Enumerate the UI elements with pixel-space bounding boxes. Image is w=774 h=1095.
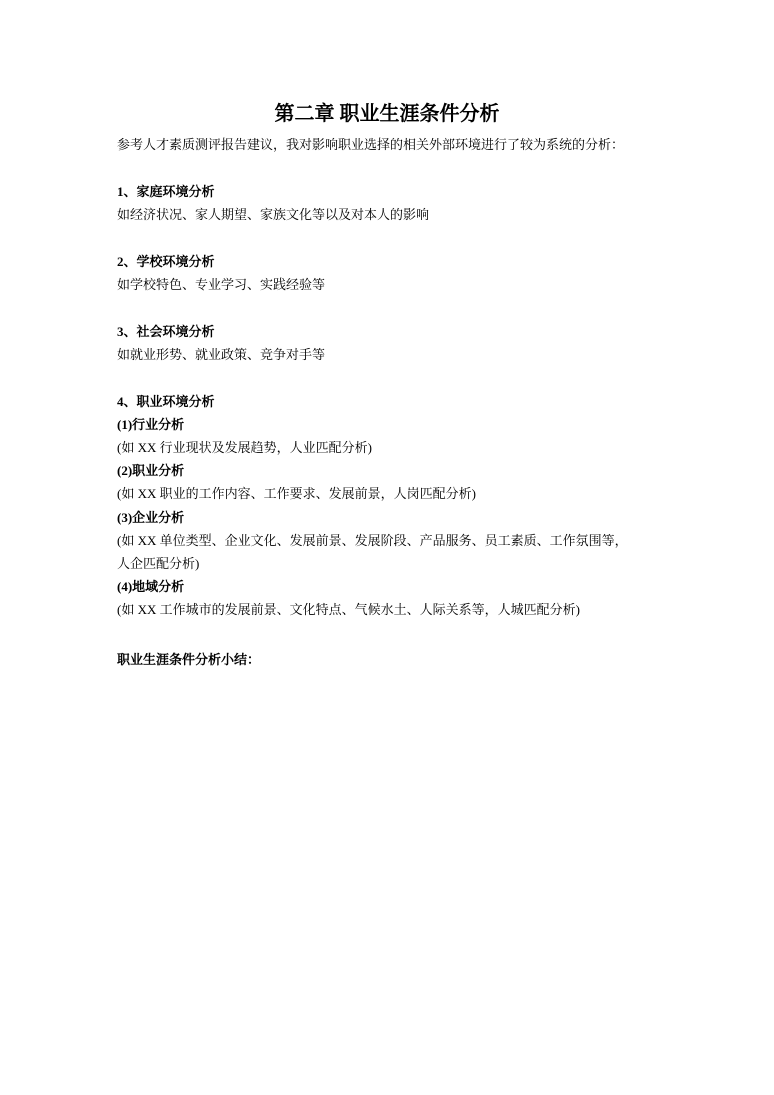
page-title: 第二章 职业生涯条件分析 xyxy=(274,103,500,125)
subsection-heading-enterprise: (3)企业分析 xyxy=(117,510,185,525)
summary-heading: 职业生涯条件分析小结： xyxy=(117,652,261,667)
section-body-school: 如学校特色、专业学习、实践经验等 xyxy=(117,277,326,292)
intro-text: 参考人才素质测评报告建议，我对影响职业选择的相关外部环境进行了较为系统的分析： xyxy=(117,137,625,152)
subsection-body-enterprise-line2: 人企匹配分析) xyxy=(117,556,200,571)
subsection-heading-occupation: (2)职业分析 xyxy=(117,463,185,478)
subsection-body-enterprise-line1: (如 XX 单位类型、企业文化、发展前景、发展阶段、产品服务、员工素质、工作氛围等， xyxy=(117,533,628,548)
section-heading-school: 2、学校环境分析 xyxy=(117,254,215,269)
subsection-body-occupation: (如 XX 职业的工作内容、工作要求、发展前景，人岗匹配分析) xyxy=(117,486,476,501)
subsection-body-industry: (如 XX 行业现状及发展趋势，人业匹配分析) xyxy=(117,440,372,455)
section-heading-career: 4、职业环境分析 xyxy=(117,394,215,409)
subsection-heading-region: (4)地域分析 xyxy=(117,579,185,594)
subsection-body-region: (如 XX 工作城市的发展前景、文化特点、气候水土、人际关系等，人城匹配分析) xyxy=(117,602,580,617)
section-body-society: 如就业形势、就业政策、竞争对手等 xyxy=(117,347,326,362)
section-body-family: 如经济状况、家人期望、家族文化等以及对本人的影响 xyxy=(117,207,430,222)
subsection-heading-industry: (1)行业分析 xyxy=(117,417,185,432)
section-heading-family: 1、家庭环境分析 xyxy=(117,184,215,199)
section-heading-society: 3、社会环境分析 xyxy=(117,324,215,339)
